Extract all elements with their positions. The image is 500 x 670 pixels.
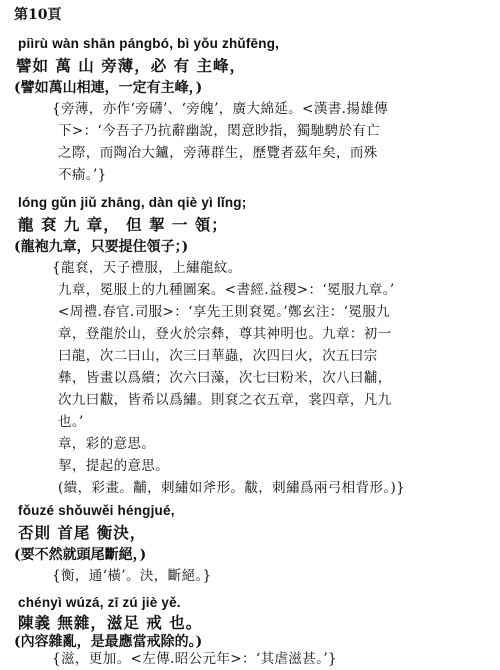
note-line: 章，登龍於山，登火於宗彝，尊其神明也。九章：初一 [58, 326, 392, 342]
note-line: <周禮.春官.司服>：‘享先王則袞冕。’鄭玄注：‘冕服九 [58, 304, 391, 320]
hanzi-line: 譬如 萬 山 旁薄，必 有 主峰， [16, 56, 246, 75]
note-line: 九章，冕服上的九種圖案。<書經.益稷>：‘冕服九章。’ [58, 282, 395, 298]
translation-line: (內容雜亂，是最應當戒除的。) [14, 634, 203, 650]
note-line: 曰龍，次二曰山，次三曰華蟲，次四曰火，次五曰宗 [58, 348, 378, 364]
translation-line: (龍袍九章，只要提住領子；) [14, 239, 189, 255]
pinyin-line: fǒuzé shǒuwěi héngjué, [18, 503, 175, 518]
page-label: 第10頁 [14, 7, 62, 23]
note-line: 下>：‘今吾子乃抗辭幽說，閎意眇指，獨馳騁於有亡 [58, 123, 381, 139]
pinyin-line: piìrù wàn shān pángbó, bì yǒu zhǔfēng, [18, 36, 280, 51]
note-line: 次九曰黻，皆希以爲繡。則袞之衣五章，裳四章，凡九 [58, 392, 392, 408]
note-line: (繢，彩畫。黼，刺繡如斧形。黻，刺繡爲兩弓相背形。)} [58, 480, 406, 496]
hanzi-line: 否則 首尾 衡決， [18, 523, 147, 542]
note-line: 彝，皆畫以爲繢；次六曰藻，次七曰粉米，次八曰黼， [58, 370, 392, 386]
note-line: 也。’ [58, 414, 84, 430]
note-line: {衡，通‘橫’。決，斷絕。} [52, 568, 212, 584]
translation-line: (譬如萬山相連，一定有主峰，) [14, 80, 203, 96]
note-line: 不瘉。’} [58, 167, 107, 183]
note-line: 章，彩的意思。 [58, 436, 156, 452]
note-line: {龍袞，天子禮服，上繡龍紋。 [52, 260, 242, 276]
hanzi-line: 龍 袞 九 章， 但 挈 一 領； [18, 215, 228, 234]
note-line: {旁薄，亦作‘旁礴’、‘旁魄’，廣大綿延。<漢書.揚雄傳 [52, 101, 389, 117]
pinyin-line: chényì wúzá, zī zú jiè yě. [18, 595, 181, 610]
pinyin-line: lóng gǔn jiǔ zhāng, dàn qiè yì lǐng; [18, 195, 247, 210]
translation-line: (要不然就頭尾斷絕，) [14, 547, 147, 563]
note-line: 之際，而陶冶大鑪，旁薄群生，歷覽者茲年矣，而殊 [58, 145, 378, 161]
note-line: 挈，提起的意思。 [58, 458, 170, 474]
hanzi-line: 陳義 無雜，滋足 戒 也。 [18, 613, 203, 632]
note-line: {滋，更加。<左傳.昭公元年>：‘其虐滋甚。’} [52, 651, 338, 667]
